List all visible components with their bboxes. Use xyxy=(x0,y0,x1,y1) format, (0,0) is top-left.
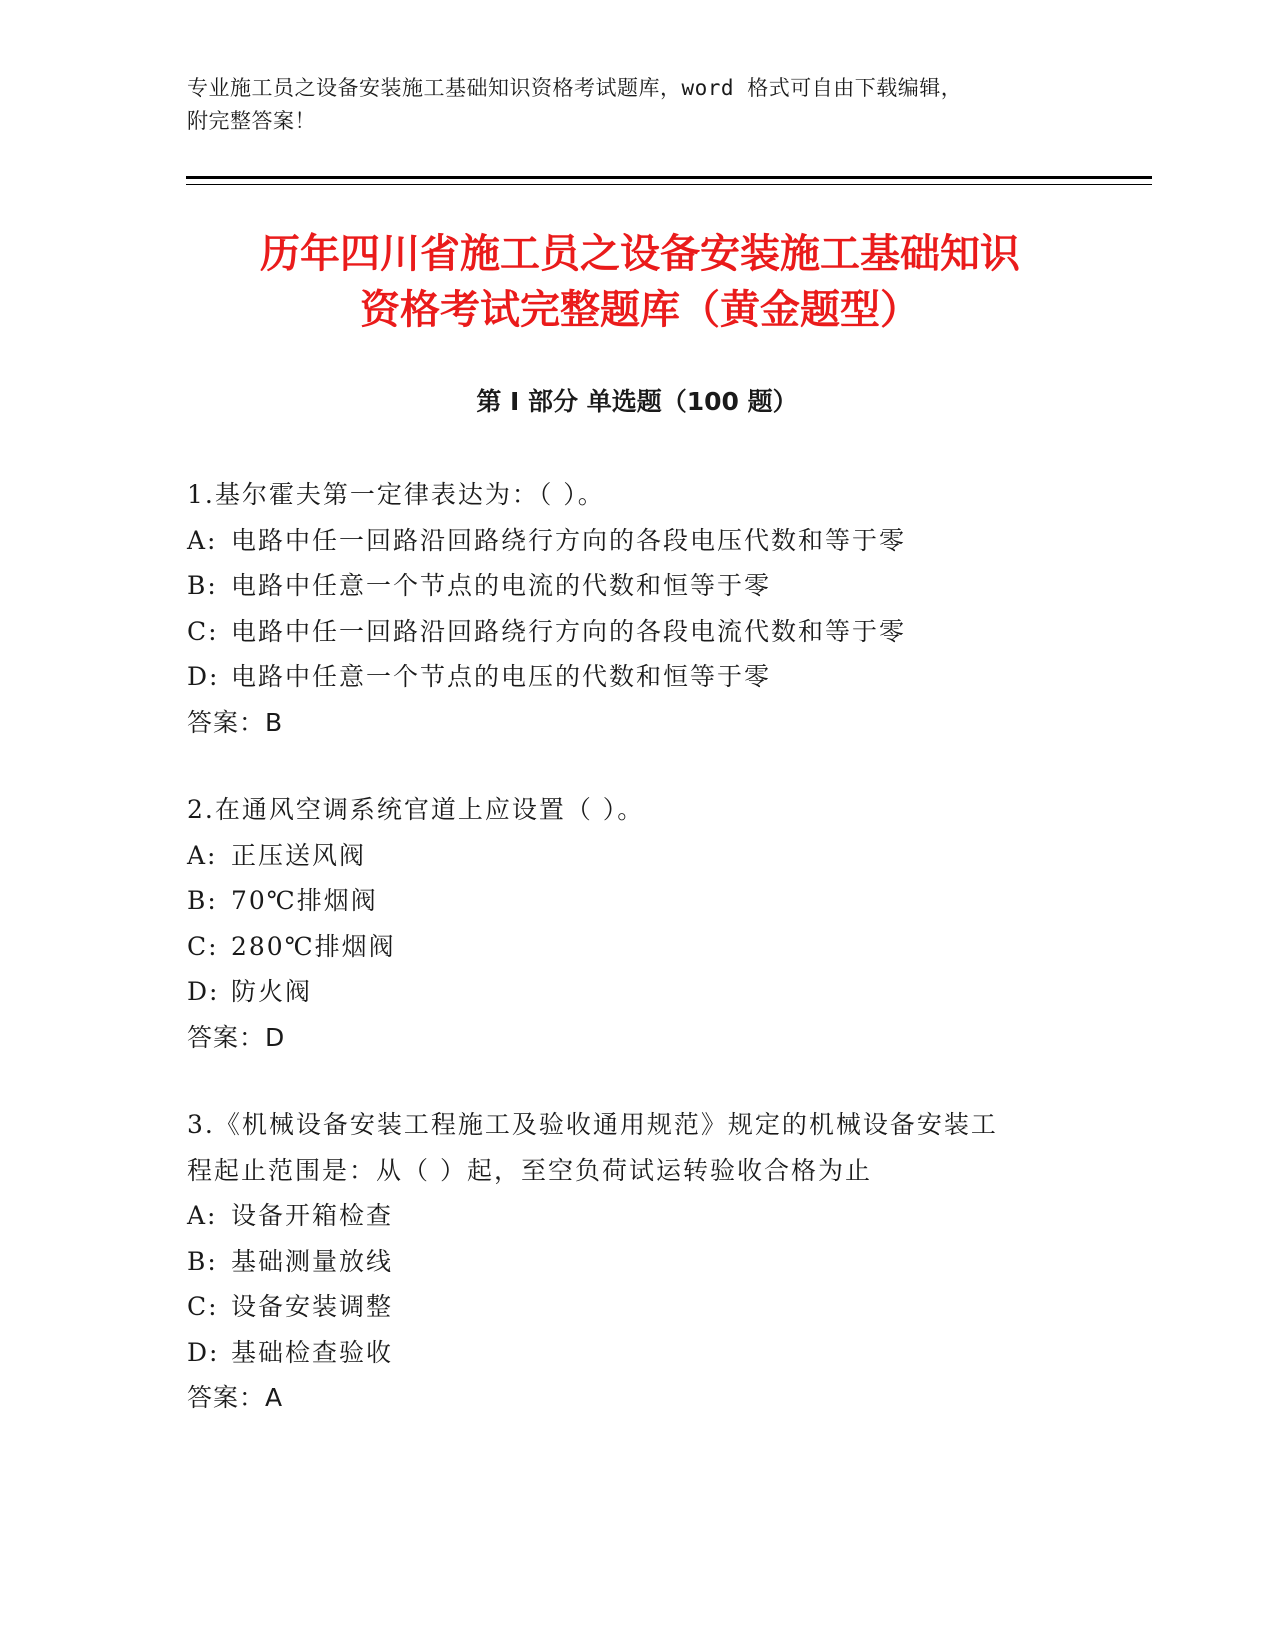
question-3 xyxy=(187,1102,1067,1421)
document-intro xyxy=(187,72,1067,138)
option-letter: D: xyxy=(187,1337,220,1367)
option-letter: B: xyxy=(187,571,218,600)
option-text: 设备开箱检查 xyxy=(231,1201,394,1230)
option-text: 电路中任意一个节点的电流的代数和恒等于零 xyxy=(231,571,772,600)
option-letter: B: xyxy=(187,1246,218,1276)
option-letter: C: xyxy=(187,1292,219,1321)
option-text: 70℃排烟阀 xyxy=(231,886,378,915)
option-b xyxy=(187,878,1067,924)
header-divider-thick xyxy=(186,176,1152,179)
option-letter: A: xyxy=(187,525,218,555)
option-d xyxy=(187,1330,1067,1376)
intro-line-1: 专业施工员之设备安装施工基础知识资格考试题库，word 格式可自由下载编辑， xyxy=(187,76,963,100)
option-c xyxy=(187,924,1067,970)
option-d xyxy=(187,654,1067,700)
title-line-2: 资格考试完整题库（黄金题型） xyxy=(360,287,920,333)
option-letter: D: xyxy=(187,662,220,691)
question-stem-continued: 程起止范围是：从（ ）起，至空负荷试运转验收合格为止 xyxy=(187,1155,872,1185)
option-a xyxy=(187,518,1067,564)
option-text: 设备安装调整 xyxy=(231,1292,394,1321)
intro-line-2: 附完整答案！ xyxy=(187,109,316,133)
option-c xyxy=(187,609,1067,655)
answer-line: 答案：A xyxy=(187,1383,284,1412)
option-b xyxy=(187,563,1067,609)
header-divider-thin xyxy=(186,184,1152,185)
option-letter: A: xyxy=(187,840,218,870)
option-letter: A: xyxy=(187,1201,218,1230)
question-1 xyxy=(187,472,1067,745)
question-stem: 2.在通风空调系统官道上应设置（ ）。 xyxy=(187,795,645,824)
option-a xyxy=(187,833,1067,879)
option-text: 基础检查验收 xyxy=(231,1337,394,1367)
answer-line: 答案：D xyxy=(187,1022,286,1052)
option-a xyxy=(187,1193,1067,1239)
question-2 xyxy=(187,787,1067,1060)
option-letter: C: xyxy=(187,931,219,961)
option-text: 电路中任意一个节点的电压的代数和恒等于零 xyxy=(231,662,772,691)
question-stem: 3.《机械设备安装工程施工及验收通用规范》规定的机械设备安装工 xyxy=(187,1110,998,1139)
option-text: 电路中任一回路沿回路绕行方向的各段电流代数和等于零 xyxy=(231,616,907,646)
section-heading: 第 I 部分 单选题（100 题） xyxy=(476,387,798,416)
option-text: 防火阀 xyxy=(231,977,313,1006)
option-c xyxy=(187,1284,1067,1330)
title-line-1: 历年四川省施工员之设备安装施工基础知识 xyxy=(260,231,1020,277)
option-letter: B: xyxy=(187,886,218,915)
question-stem: 1.基尔霍夫第一定律表达为：（ ）。 xyxy=(187,480,605,509)
answer-line: 答案：B xyxy=(187,707,284,737)
option-b xyxy=(187,1239,1067,1285)
option-d xyxy=(187,969,1067,1015)
option-text: 电路中任一回路沿回路绕行方向的各段电压代数和等于零 xyxy=(231,525,907,555)
option-text: 280℃排烟阀 xyxy=(231,931,396,961)
document-title xyxy=(150,226,1130,338)
option-letter: C: xyxy=(187,616,219,646)
option-text: 基础测量放线 xyxy=(231,1246,394,1276)
option-text: 正压送风阀 xyxy=(231,840,367,870)
question-list xyxy=(187,472,1067,1463)
option-letter: D: xyxy=(187,977,220,1006)
